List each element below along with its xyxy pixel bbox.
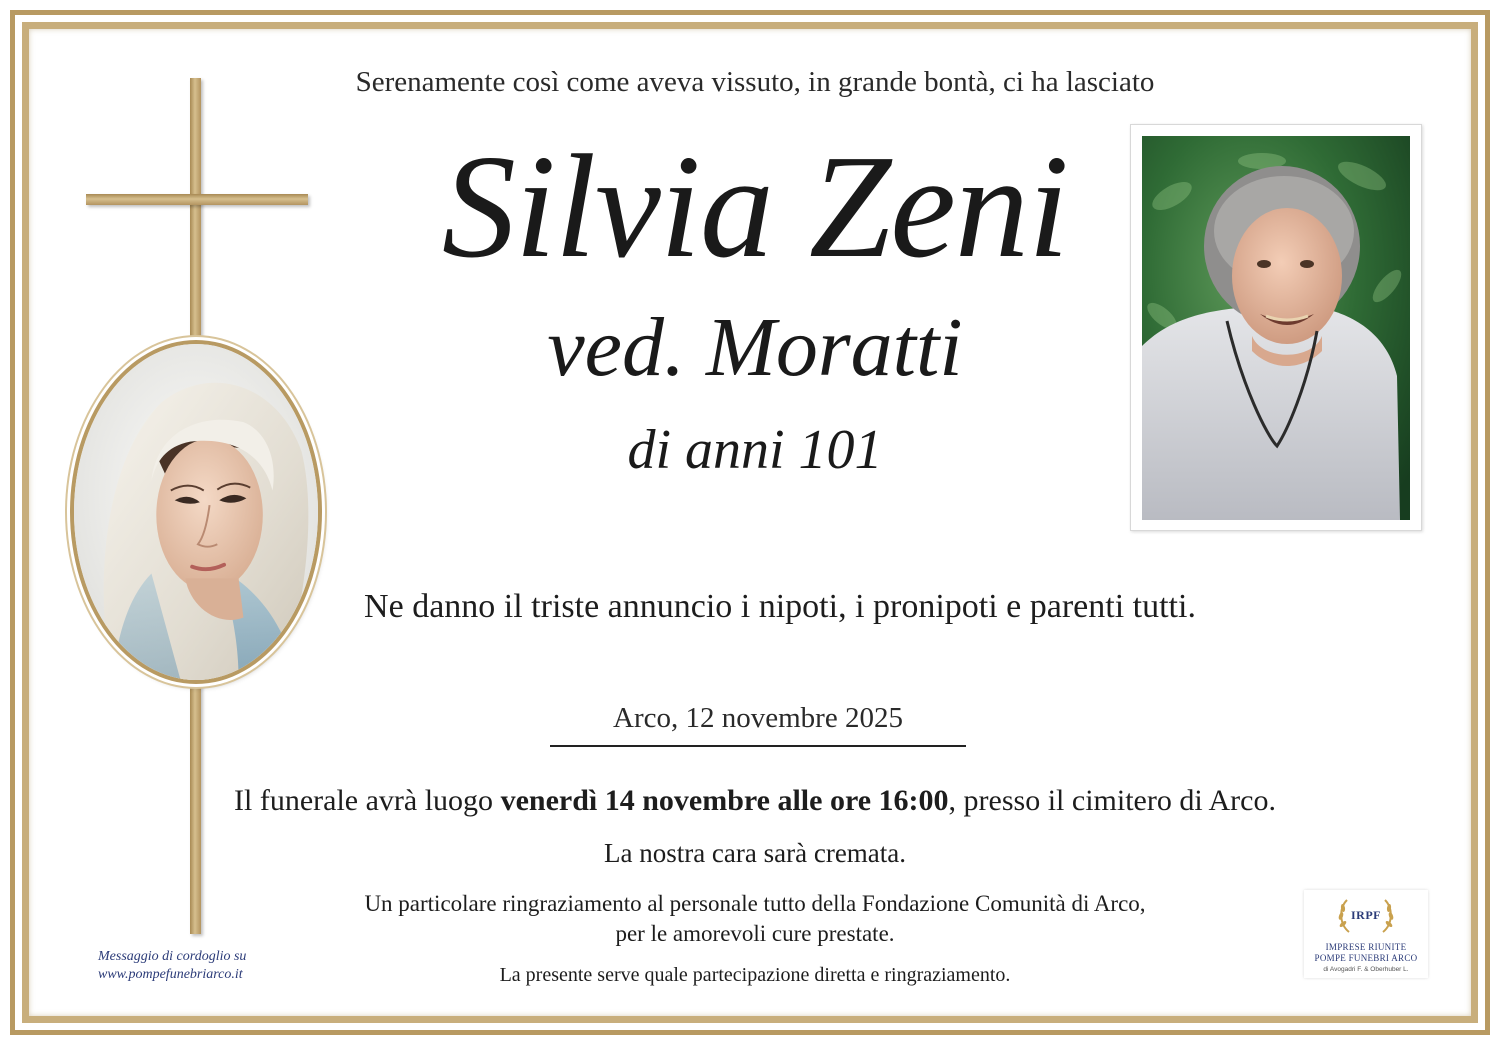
participation-text: La presente serve quale partecipazione diretta e ringraziamento. [499, 964, 1011, 986]
thanks-line-1: Un particolare ringraziamento al personale tutto della Fondazione Comunità di Arco, [364, 891, 1146, 916]
funeral-when: venerdì 14 novembre alle ore 16:00 [500, 784, 949, 817]
logo-line-3: di Avogadri F. & Oberhuber L. [1323, 966, 1409, 973]
funeral-prefix: Il funerale avrà luogo [234, 784, 501, 817]
deceased-photo [1142, 136, 1410, 520]
madonna-image [70, 340, 322, 684]
logo-line-2: POMPE FUNEBRI ARCO [1314, 953, 1418, 963]
logo-line-1: IMPRESE RIUNITE [1325, 942, 1407, 952]
logo-abbreviation: IRPF [1351, 908, 1381, 922]
thanks-line-2: per le amorevoli cure prestate. [615, 921, 895, 946]
funeral-home-logo [1304, 890, 1428, 978]
announcement-text: Ne danno il triste annuncio i nipoti, i pronipoti e parenti tutti. [364, 588, 1196, 625]
condolence-label: Messaggio di cordoglio su [98, 949, 247, 964]
funeral-suffix: , presso il cimitero di Arco. [948, 784, 1276, 817]
widow-of: ved. Moratti [547, 301, 963, 394]
condolence-site-link[interactable]: www.pompefunebriarco.it [98, 967, 243, 982]
condolence-message [98, 948, 338, 984]
intro-text: Serenamente così come aveva vissuto, in grande bontà, ci ha lasciato [355, 66, 1155, 98]
cross-icon-horizontal-bar [86, 194, 308, 205]
thanks-text [300, 889, 1210, 949]
cremation-text: La nostra cara sarà cremata. [603, 838, 907, 868]
place-date: Arco, 12 novembre 2025 [613, 702, 903, 734]
place-date-underline [550, 745, 966, 747]
deceased-name: Silvia Zeni [441, 125, 1069, 289]
age: di anni 101 [627, 419, 883, 481]
funeral-info [200, 784, 1310, 818]
